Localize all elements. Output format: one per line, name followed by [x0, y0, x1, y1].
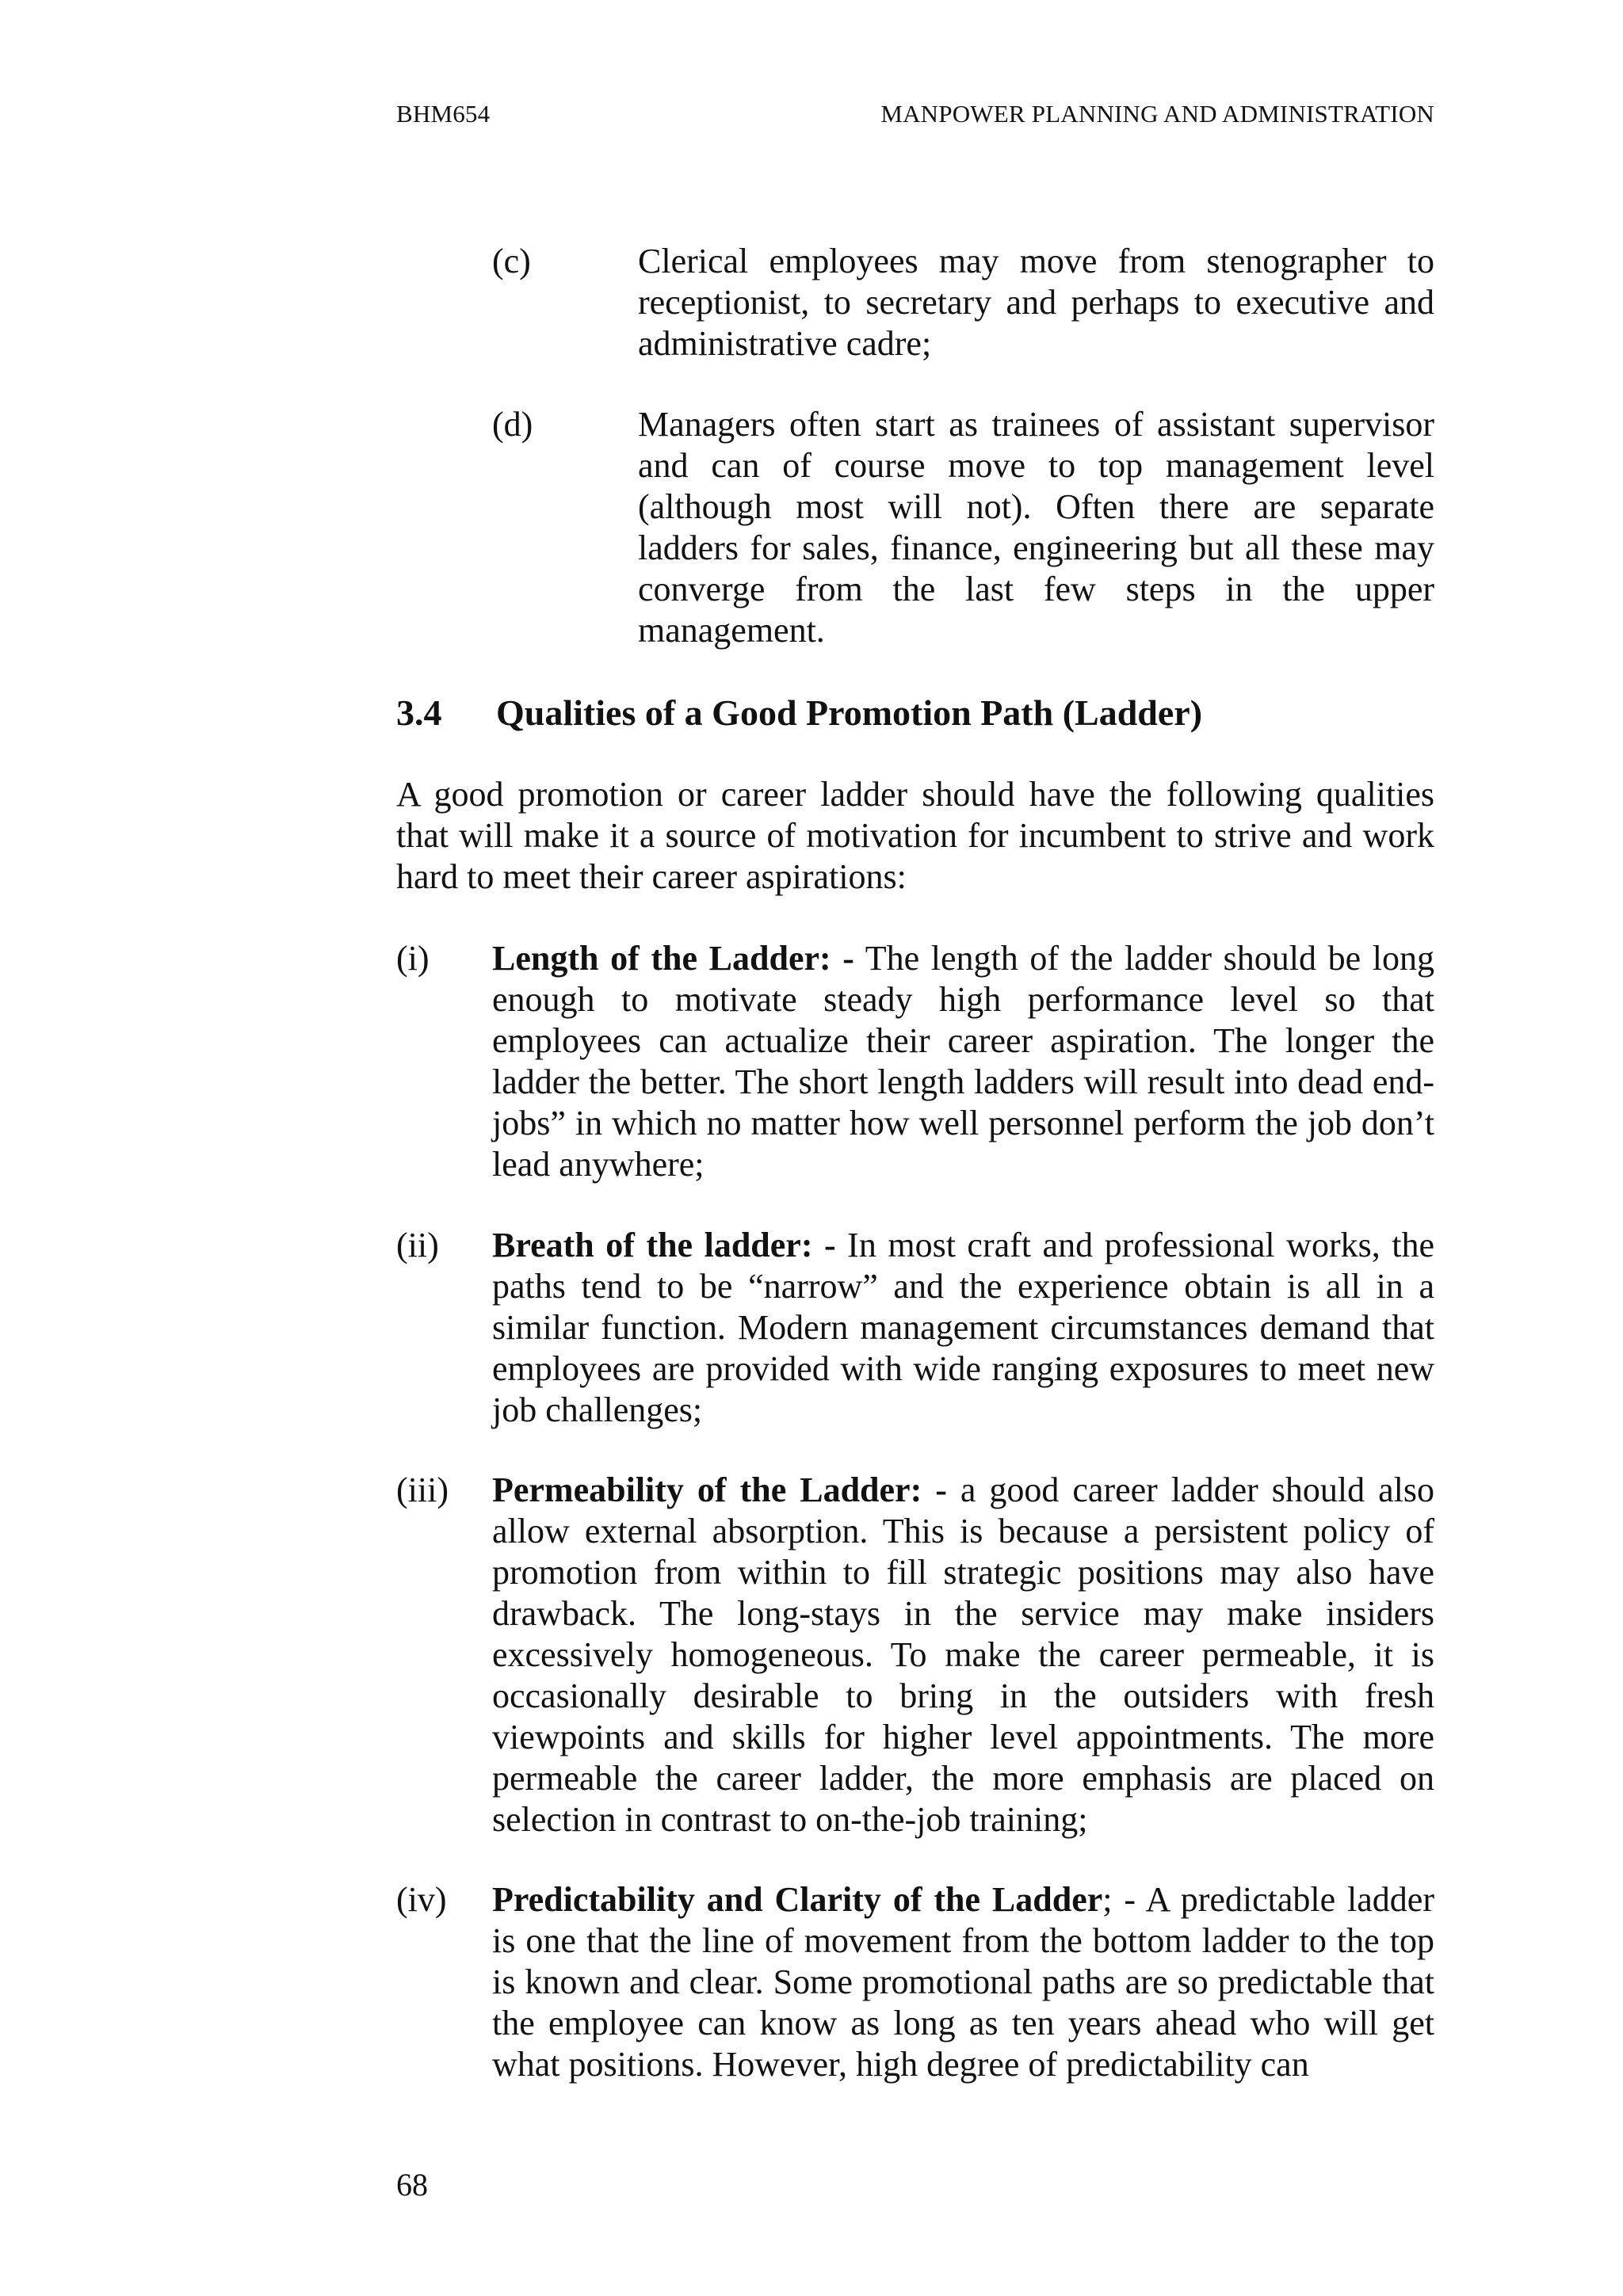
list-item-predictability — [396, 1879, 1434, 2085]
list-item-text — [492, 1879, 1434, 2085]
list-item-breadth — [396, 1225, 1434, 1431]
intro-paragraph — [396, 774, 1434, 898]
list-item-body: ; - A predictable ladder is one that the line of movement from the bottom ladder to the top is known and clear. Some promotional paths are so predictable that the employee can know as long as ten years ahead who will get what positions. However, high degree of predictability can — [492, 1880, 1434, 2084]
course-code: BHM654 — [396, 100, 491, 128]
sub-item-d — [492, 404, 1434, 651]
intro-text: A good promotion or career ladder should have the following qualities that will make it a source of motivation for incumbent to strive and work hard to meet their career aspirations: — [396, 775, 1434, 896]
list-item-text — [492, 938, 1434, 1185]
sub-item-label: (d) — [492, 405, 533, 444]
page-number: 68 — [396, 2167, 428, 2203]
list-item-label: (iv) — [396, 1880, 447, 1919]
course-title: MANPOWER PLANNING AND ADMINISTRATION — [880, 100, 1434, 128]
running-header — [396, 100, 1434, 132]
list-item-body: In most craft and professional works, the paths tend to be “narrow” and the experience obtain is all in a similar function. Modern management circumstances demand that employees are provided with wide ranging exposures to meet new job challenges; — [492, 1226, 1434, 1429]
sub-item-text: Clerical employees may move from stenographer to receptionist, to secretary and perhaps to executive and administrative cadre; — [638, 242, 1434, 363]
list-item-length — [396, 938, 1434, 1185]
sub-item-c — [492, 241, 1434, 364]
list-item-text — [492, 1225, 1434, 1431]
list-item-title: Permeability of the Ladder: - — [492, 1470, 947, 1509]
list-item-title: Breath of the ladder: - — [492, 1226, 836, 1264]
section-number: 3.4 — [396, 692, 442, 733]
list-item-title: Predictability and Clarity of the Ladder — [492, 1880, 1103, 1919]
section-title: Qualities of a Good Promotion Path (Ladder) — [496, 692, 1203, 733]
section-heading — [396, 691, 1202, 735]
list-item-text — [492, 1470, 1434, 1840]
list-item-title: Length of the Ladder: - — [492, 939, 854, 978]
list-item-permeability — [396, 1470, 1434, 1840]
list-item-label: (ii) — [396, 1226, 439, 1264]
sub-item-text: Managers often start as trainees of assistant supervisor and can of course move to top management level (although most will not). Often there are separate ladders for sales, finance, engineering but all these may converge from the last few steps in the upper management. — [638, 405, 1434, 650]
list-item-label: (iii) — [396, 1470, 449, 1509]
list-item-label: (i) — [396, 939, 430, 978]
sub-item-label: (c) — [492, 242, 531, 280]
list-item-body: a good career ladder should also allow external absorption. This is because a persistent policy of promotion from within to fill strategic positions may also have drawback. The long-stays in the service may make insiders excessively homogeneous. To make the career permeable, it is occasionally desirable to bring in the outsiders with fresh viewpoints and skills for higher level appointments. The more permeable the career ladder, the more emphasis are placed on selection in contrast to on-the-job training; — [492, 1470, 1434, 1839]
list-item-body: The length of the ladder should be long enough to motivate steady high performance level so that employees can actualize their career aspiration. The longer the ladder the better. The short length ladders will result into dead end-jobs” in which no matter how well personnel perform the job don’t lead anywhere; — [492, 939, 1434, 1184]
